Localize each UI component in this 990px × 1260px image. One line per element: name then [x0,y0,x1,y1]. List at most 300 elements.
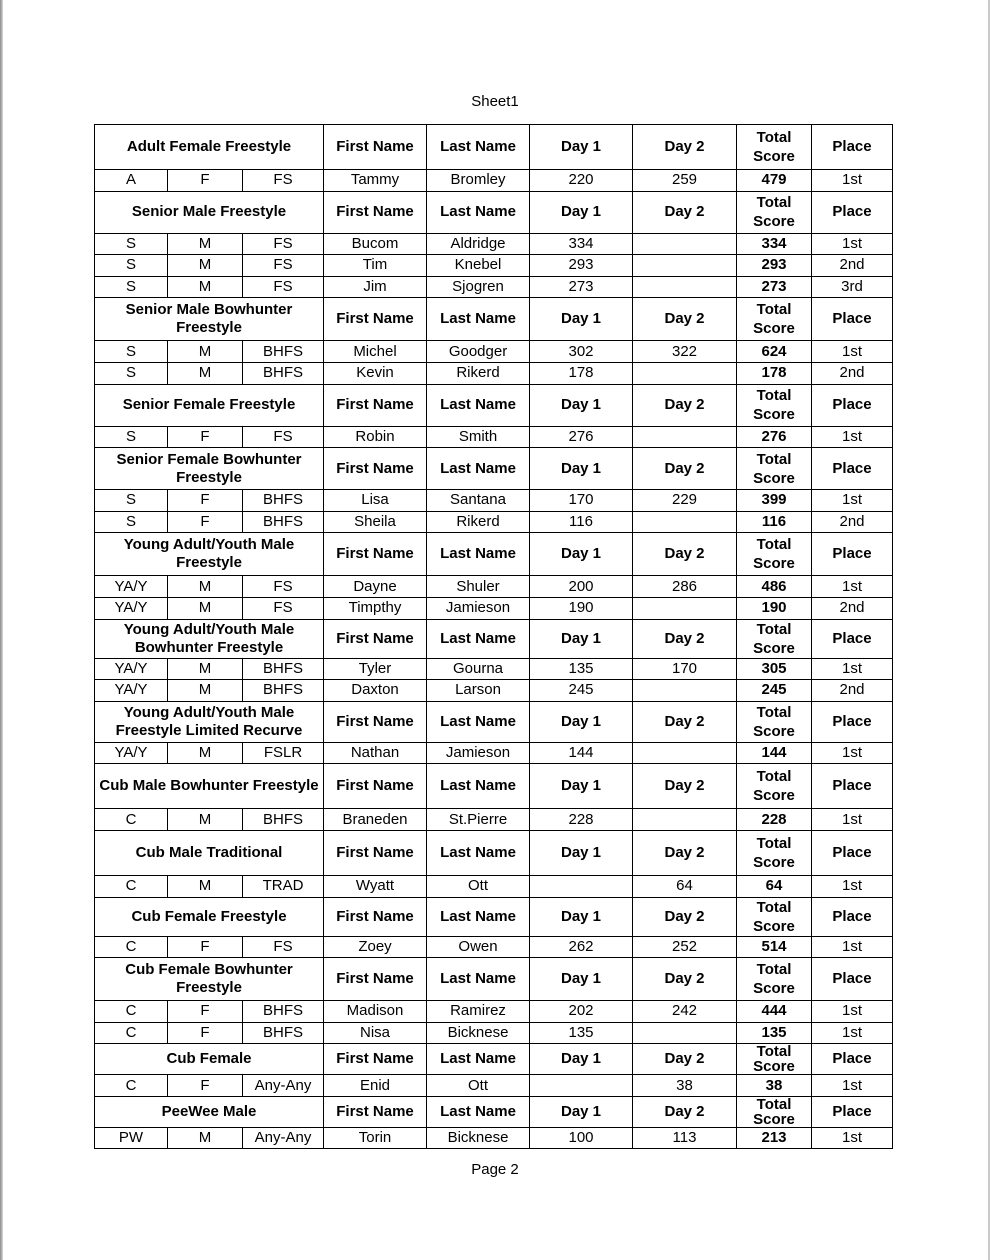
day-2-score [633,1022,737,1044]
class-group: S [95,341,168,363]
header-last-name: Last Name [427,298,530,341]
last-name: Santana [427,490,530,512]
day-1-score: 302 [530,341,633,363]
last-name: Smith [427,426,530,448]
table-row [95,362,893,384]
style-code: BHFS [243,362,324,384]
section-header-row [95,1044,893,1075]
day-2-score: 242 [633,1001,737,1023]
day-2-score: 229 [633,490,737,512]
header-first-name: First Name [324,191,427,233]
header-day-2: Day 2 [633,298,737,341]
place: 1st [812,742,893,764]
place: 1st [812,576,893,598]
header-place: Place [812,125,893,170]
header-place: Place [812,1096,893,1127]
header-place: Place [812,298,893,341]
header-total-score: Total Score [737,764,812,809]
place: 1st [812,875,893,897]
table-row [95,1127,893,1149]
style-code: FS [243,276,324,298]
first-name: Enid [324,1075,427,1097]
total-score: 64 [737,875,812,897]
header-last-name: Last Name [427,448,530,490]
gender: M [168,658,243,680]
header-day-2: Day 2 [633,1096,737,1127]
last-name: Ramirez [427,1001,530,1023]
total-score: 190 [737,597,812,619]
header-last-name: Last Name [427,958,530,1001]
table-row [95,680,893,702]
class-group: C [95,936,168,958]
header-first-name: First Name [324,125,427,170]
day-2-score [633,680,737,702]
day-1-score: 228 [530,809,633,831]
first-name: Nisa [324,1022,427,1044]
results-table-body [95,125,893,1149]
section-header-row [95,384,893,426]
section-header-row [95,830,893,875]
header-day-2: Day 2 [633,384,737,426]
class-group: C [95,1022,168,1044]
page-edge-shadow [0,0,3,1260]
header-first-name: First Name [324,958,427,1001]
day-2-score: 170 [633,658,737,680]
style-code: BHFS [243,1001,324,1023]
gender: F [168,170,243,192]
header-day-1: Day 1 [530,533,633,576]
header-total-score: Total Score [737,1044,812,1075]
first-name: Dayne [324,576,427,598]
table-row [95,875,893,897]
header-last-name: Last Name [427,1044,530,1075]
gender: M [168,255,243,277]
style-code: BHFS [243,680,324,702]
table-row [95,1022,893,1044]
last-name: Shuler [427,576,530,598]
table-row [95,576,893,598]
table-row [95,341,893,363]
last-name: St.Pierre [427,809,530,831]
day-1-score: 262 [530,936,633,958]
total-score: 399 [737,490,812,512]
day-2-score: 322 [633,341,737,363]
day-2-score [633,255,737,277]
table-row [95,742,893,764]
header-total-score: Total Score [737,125,812,170]
category-title: Adult Female Freestyle [95,125,324,170]
day-1-score: 220 [530,170,633,192]
style-code: BHFS [243,1022,324,1044]
day-1-score: 170 [530,490,633,512]
header-place: Place [812,958,893,1001]
header-first-name: First Name [324,533,427,576]
section-header-row [95,619,893,658]
header-total-score: Total Score [737,191,812,233]
category-title: PeeWee Male [95,1096,324,1127]
day-1-score: 144 [530,742,633,764]
total-score: 228 [737,809,812,831]
gender: F [168,1001,243,1023]
day-2-score: 286 [633,576,737,598]
day-1-score: 200 [530,576,633,598]
header-last-name: Last Name [427,701,530,742]
class-group: PW [95,1127,168,1149]
gender: M [168,341,243,363]
total-score: 38 [737,1075,812,1097]
category-title: Senior Female Bowhunter Freestyle [95,448,324,490]
header-day-2: Day 2 [633,448,737,490]
last-name: Jamieson [427,742,530,764]
day-2-score [633,233,737,255]
category-title: Senior Male Freestyle [95,191,324,233]
day-2-score [633,426,737,448]
total-score: 293 [737,255,812,277]
header-place: Place [812,448,893,490]
table-row [95,511,893,533]
style-code: FS [243,426,324,448]
class-group: C [95,1001,168,1023]
section-header-row [95,448,893,490]
section-header-row [95,1096,893,1127]
first-name: Sheila [324,511,427,533]
header-first-name: First Name [324,384,427,426]
class-group: A [95,170,168,192]
header-day-1: Day 1 [530,619,633,658]
header-day-1: Day 1 [530,448,633,490]
first-name: Braneden [324,809,427,831]
class-group: S [95,233,168,255]
style-code: FS [243,576,324,598]
header-first-name: First Name [324,701,427,742]
first-name: Kevin [324,362,427,384]
header-total-score: Total Score [737,1096,812,1127]
style-code: FS [243,936,324,958]
gender: M [168,576,243,598]
class-group: C [95,809,168,831]
gender: M [168,680,243,702]
section-header-row [95,298,893,341]
category-title: Cub Female Freestyle [95,897,324,936]
first-name: Lisa [324,490,427,512]
day-1-score: 293 [530,255,633,277]
table-row [95,809,893,831]
place: 3rd [812,276,893,298]
header-day-2: Day 2 [633,701,737,742]
section-header-row [95,533,893,576]
header-total-score: Total Score [737,701,812,742]
header-total-score: Total Score [737,619,812,658]
header-first-name: First Name [324,897,427,936]
header-day-1: Day 1 [530,897,633,936]
place: 1st [812,1075,893,1097]
last-name: Bromley [427,170,530,192]
day-2-score [633,362,737,384]
table-row [95,233,893,255]
gender: M [168,233,243,255]
class-group: S [95,511,168,533]
header-day-2: Day 2 [633,533,737,576]
place: 1st [812,341,893,363]
total-score: 213 [737,1127,812,1149]
first-name: Nathan [324,742,427,764]
header-day-1: Day 1 [530,125,633,170]
header-total-score: Total Score [737,298,812,341]
gender: M [168,742,243,764]
header-first-name: First Name [324,830,427,875]
last-name: Jamieson [427,597,530,619]
table-row [95,597,893,619]
gender: M [168,597,243,619]
total-score: 624 [737,341,812,363]
style-code: BHFS [243,341,324,363]
first-name: Michel [324,341,427,363]
category-title: Young Adult/Youth Male Freestyle Limited Recurve [95,701,324,742]
day-2-score [633,809,737,831]
class-group: S [95,276,168,298]
section-header-row [95,764,893,809]
gender: F [168,490,243,512]
header-day-2: Day 2 [633,1044,737,1075]
header-place: Place [812,619,893,658]
page-number: Page 2 [471,1161,519,1178]
section-header-row [95,125,893,170]
day-1-score: 135 [530,1022,633,1044]
header-day-2: Day 2 [633,191,737,233]
header-total-score: Total Score [737,830,812,875]
gender: M [168,362,243,384]
gender: M [168,276,243,298]
last-name: Sjogren [427,276,530,298]
style-code: FS [243,597,324,619]
section-header-row [95,701,893,742]
first-name: Tim [324,255,427,277]
header-day-1: Day 1 [530,958,633,1001]
header-place: Place [812,191,893,233]
place: 1st [812,1001,893,1023]
style-code: FS [243,170,324,192]
total-score: 135 [737,1022,812,1044]
total-score: 514 [737,936,812,958]
first-name: Bucom [324,233,427,255]
header-day-2: Day 2 [633,764,737,809]
class-group: C [95,1075,168,1097]
day-2-score: 252 [633,936,737,958]
table-row [95,276,893,298]
section-header-row [95,958,893,1001]
place: 1st [812,936,893,958]
total-score: 444 [737,1001,812,1023]
place: 2nd [812,511,893,533]
last-name: Ott [427,1075,530,1097]
results-table [94,124,893,1149]
total-score: 305 [737,658,812,680]
total-score: 276 [737,426,812,448]
place: 2nd [812,597,893,619]
header-day-1: Day 1 [530,1044,633,1075]
place: 1st [812,1022,893,1044]
style-code: BHFS [243,511,324,533]
header-first-name: First Name [324,298,427,341]
style-code: FS [243,255,324,277]
category-title: Cub Male Bowhunter Freestyle [95,764,324,809]
place: 1st [812,490,893,512]
gender: F [168,936,243,958]
class-group: C [95,875,168,897]
total-score: 116 [737,511,812,533]
header-last-name: Last Name [427,764,530,809]
day-2-score [633,276,737,298]
place: 1st [812,426,893,448]
class-group: YA/Y [95,597,168,619]
total-score: 245 [737,680,812,702]
total-score: 273 [737,276,812,298]
first-name: Jim [324,276,427,298]
gender: F [168,426,243,448]
style-code: Any-Any [243,1075,324,1097]
day-2-score: 113 [633,1127,737,1149]
place: 1st [812,809,893,831]
header-day-2: Day 2 [633,958,737,1001]
last-name: Rikerd [427,511,530,533]
day-2-score [633,511,737,533]
table-row [95,490,893,512]
total-score: 334 [737,233,812,255]
class-group: YA/Y [95,658,168,680]
class-group: S [95,362,168,384]
style-code: Any-Any [243,1127,324,1149]
first-name: Daxton [324,680,427,702]
header-first-name: First Name [324,619,427,658]
header-place: Place [812,764,893,809]
last-name: Gourna [427,658,530,680]
day-1-score [530,875,633,897]
last-name: Owen [427,936,530,958]
total-score: 144 [737,742,812,764]
header-total-score: Total Score [737,448,812,490]
gender: F [168,1022,243,1044]
category-title: Cub Female [95,1044,324,1075]
table-row [95,936,893,958]
header-last-name: Last Name [427,619,530,658]
day-1-score: 190 [530,597,633,619]
class-group: YA/Y [95,742,168,764]
place: 1st [812,170,893,192]
last-name: Knebel [427,255,530,277]
first-name: Tyler [324,658,427,680]
header-place: Place [812,384,893,426]
gender: M [168,875,243,897]
header-last-name: Last Name [427,533,530,576]
last-name: Goodger [427,341,530,363]
first-name: Wyatt [324,875,427,897]
style-code: BHFS [243,658,324,680]
header-first-name: First Name [324,1096,427,1127]
header-place: Place [812,1044,893,1075]
last-name: Larson [427,680,530,702]
header-total-score: Total Score [737,384,812,426]
total-score: 486 [737,576,812,598]
day-1-score: 273 [530,276,633,298]
header-day-1: Day 1 [530,1096,633,1127]
category-title: Young Adult/Youth Male Freestyle [95,533,324,576]
header-day-2: Day 2 [633,125,737,170]
day-2-score: 38 [633,1075,737,1097]
header-day-1: Day 1 [530,701,633,742]
day-2-score: 259 [633,170,737,192]
style-code: FSLR [243,742,324,764]
last-name: Aldridge [427,233,530,255]
first-name: Robin [324,426,427,448]
first-name: Zoey [324,936,427,958]
day-2-score: 64 [633,875,737,897]
day-1-score: 334 [530,233,633,255]
place: 1st [812,658,893,680]
style-code: FS [243,233,324,255]
table-row [95,658,893,680]
header-day-1: Day 1 [530,830,633,875]
section-header-row [95,897,893,936]
table-row [95,1001,893,1023]
header-day-1: Day 1 [530,191,633,233]
table-row [95,170,893,192]
section-header-row [95,191,893,233]
header-total-score: Total Score [737,897,812,936]
last-name: Ott [427,875,530,897]
class-group: S [95,490,168,512]
header-day-1: Day 1 [530,764,633,809]
header-first-name: First Name [324,1044,427,1075]
first-name: Torin [324,1127,427,1149]
style-code: BHFS [243,490,324,512]
day-2-score [633,597,737,619]
gender: M [168,1127,243,1149]
place: 1st [812,233,893,255]
sheet-title: Sheet1 [471,93,519,110]
header-place: Place [812,897,893,936]
header-last-name: Last Name [427,830,530,875]
header-day-2: Day 2 [633,897,737,936]
header-day-2: Day 2 [633,830,737,875]
category-title: Cub Male Traditional [95,830,324,875]
header-last-name: Last Name [427,897,530,936]
first-name: Timpthy [324,597,427,619]
category-title: Cub Female Bowhunter Freestyle [95,958,324,1001]
place: 2nd [812,255,893,277]
class-group: S [95,426,168,448]
class-group: YA/Y [95,680,168,702]
header-total-score: Total Score [737,958,812,1001]
place: 2nd [812,680,893,702]
gender: F [168,1075,243,1097]
header-first-name: First Name [324,448,427,490]
last-name: Bicknese [427,1127,530,1149]
header-day-2: Day 2 [633,619,737,658]
day-1-score: 202 [530,1001,633,1023]
day-1-score: 276 [530,426,633,448]
table-row [95,255,893,277]
style-code: TRAD [243,875,324,897]
style-code: BHFS [243,809,324,831]
category-title: Senior Female Freestyle [95,384,324,426]
gender: F [168,511,243,533]
place: 2nd [812,362,893,384]
class-group: YA/Y [95,576,168,598]
day-1-score: 245 [530,680,633,702]
header-total-score: Total Score [737,533,812,576]
day-1-score: 178 [530,362,633,384]
place: 1st [812,1127,893,1149]
